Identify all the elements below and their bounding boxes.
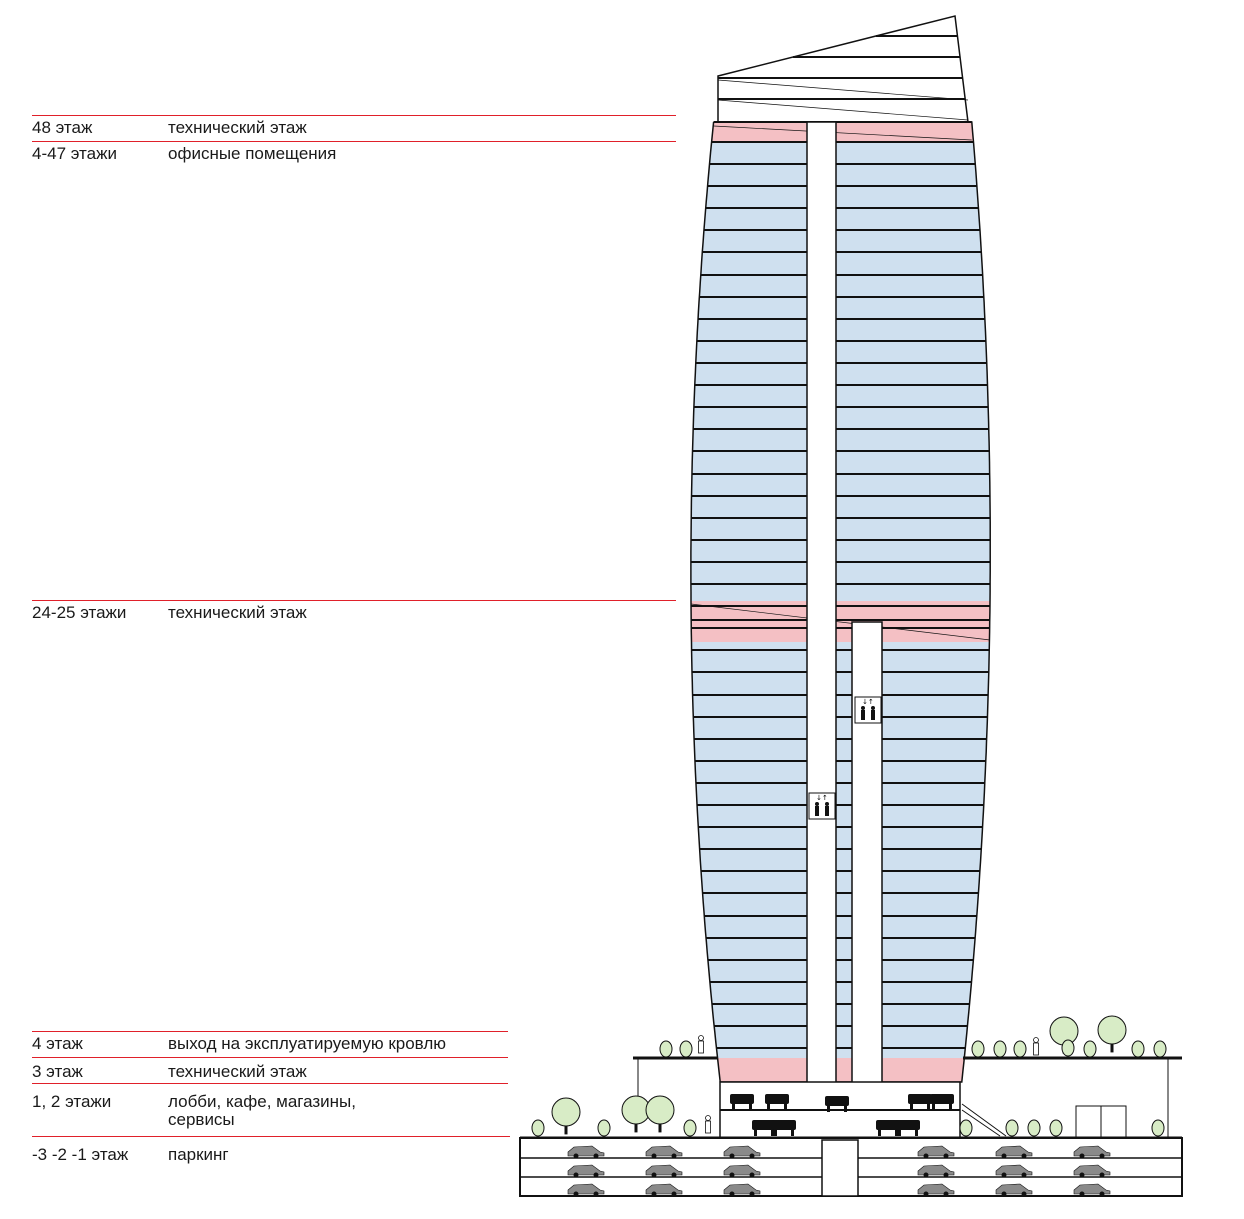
legend-purpose-parking: паркинг — [168, 1145, 229, 1164]
tree-crown-icon — [646, 1096, 674, 1124]
furniture-icon — [765, 1094, 789, 1104]
car-wheel-icon — [924, 1192, 929, 1197]
car-wheel-icon — [730, 1154, 735, 1159]
technical-floor-24-25 — [691, 601, 990, 642]
shrub-icon — [660, 1041, 672, 1057]
person-icon — [871, 706, 875, 710]
shrub-icon — [1084, 1041, 1096, 1057]
car-wheel-icon — [924, 1173, 929, 1178]
furniture-icon — [771, 1130, 774, 1136]
person-icon — [699, 1036, 704, 1054]
car-wheel-icon — [574, 1154, 579, 1159]
car-wheel-icon — [1022, 1192, 1027, 1197]
shrub-icon — [994, 1041, 1006, 1057]
shrub-icon — [684, 1120, 696, 1136]
elevator-shaft-main — [807, 122, 836, 1084]
ground-tree — [646, 1096, 674, 1132]
car-wheel-icon — [1022, 1154, 1027, 1159]
furniture-icon — [774, 1130, 777, 1136]
car-wheel-icon — [730, 1173, 735, 1178]
ground-tree — [552, 1098, 580, 1134]
tree-crown-icon — [1050, 1017, 1078, 1045]
legend-floors-3: 3 этаж — [32, 1062, 83, 1081]
furniture-icon — [910, 1104, 913, 1110]
person-body-icon — [1034, 1043, 1039, 1055]
car-wheel-icon — [672, 1192, 677, 1197]
elevator-cabin-main — [809, 793, 835, 819]
roof-tree — [1098, 1016, 1126, 1052]
legend-floors-24-25: 24-25 этажи — [32, 603, 127, 622]
furniture-icon — [878, 1130, 881, 1136]
person-body-icon — [699, 1041, 704, 1053]
car-wheel-icon — [730, 1192, 735, 1197]
person-icon — [815, 802, 819, 806]
shrub-icon — [972, 1041, 984, 1057]
car-wheel-icon — [1080, 1154, 1085, 1159]
car-wheel-icon — [1100, 1154, 1105, 1159]
furniture-icon — [949, 1104, 952, 1110]
furniture-icon — [791, 1130, 794, 1136]
shrub-icon — [598, 1120, 610, 1136]
person-icon — [815, 806, 819, 816]
legend-floors-48: 48 этаж — [32, 118, 93, 137]
shrub-icon — [1014, 1041, 1026, 1057]
legend-purpose-1-2-line1: лобби, кафе, магазины, — [168, 1092, 356, 1111]
furniture-icon — [915, 1130, 918, 1136]
car-wheel-icon — [574, 1173, 579, 1178]
car-wheel-icon — [944, 1192, 949, 1197]
furniture-icon — [932, 1104, 935, 1110]
furniture-icon — [754, 1130, 757, 1136]
furniture-icon — [827, 1106, 830, 1112]
car-wheel-icon — [594, 1192, 599, 1197]
person-icon — [825, 806, 829, 816]
car-wheel-icon — [1080, 1192, 1085, 1197]
furniture-icon — [749, 1104, 752, 1110]
person-head-icon — [1034, 1038, 1039, 1043]
furniture-icon — [767, 1104, 770, 1110]
car-wheel-icon — [652, 1154, 657, 1159]
tower-crown — [718, 16, 968, 122]
shrub-icon — [680, 1041, 692, 1057]
shrub-icon — [1152, 1120, 1164, 1136]
car-wheel-icon — [594, 1154, 599, 1159]
parking-elevator-core — [822, 1140, 858, 1196]
person-icon — [861, 710, 865, 720]
car-wheel-icon — [944, 1154, 949, 1159]
person-icon — [706, 1116, 711, 1134]
car-wheel-icon — [750, 1173, 755, 1178]
car-wheel-icon — [1100, 1192, 1105, 1197]
car-wheel-icon — [574, 1192, 579, 1197]
car-wheel-icon — [750, 1192, 755, 1197]
person-body-icon — [706, 1121, 711, 1133]
shrub-icon — [532, 1120, 544, 1136]
elevator-arrows-icon: ↓↑ — [816, 794, 828, 802]
shrub-icon — [1028, 1120, 1040, 1136]
car-wheel-icon — [1100, 1173, 1105, 1178]
furniture-icon — [772, 1120, 796, 1130]
legend-floors-1-2: 1, 2 этажи — [32, 1092, 112, 1111]
tree-crown-icon — [552, 1098, 580, 1126]
person-icon — [861, 706, 865, 710]
car-wheel-icon — [652, 1173, 657, 1178]
furniture-icon — [895, 1130, 898, 1136]
furniture-icon — [896, 1120, 920, 1130]
car-wheel-icon — [1080, 1173, 1085, 1178]
car-wheel-icon — [750, 1154, 755, 1159]
technical-floor-3 — [718, 1058, 965, 1082]
furniture-icon — [730, 1094, 754, 1104]
shrub-icon — [1154, 1041, 1166, 1057]
car-wheel-icon — [1002, 1173, 1007, 1178]
furniture-icon — [825, 1096, 849, 1106]
legend-purpose-3: технический этаж — [168, 1062, 307, 1081]
elevator-shaft-low — [852, 622, 882, 1084]
car-wheel-icon — [672, 1154, 677, 1159]
elevator-arrows-icon: ↓↑ — [862, 698, 874, 706]
person-icon — [825, 802, 829, 806]
shrub-icon — [960, 1120, 972, 1136]
technical-floor-48 — [712, 122, 974, 142]
car-wheel-icon — [1002, 1154, 1007, 1159]
car-wheel-icon — [672, 1173, 677, 1178]
legend-purpose-1-2-line2: сервисы — [168, 1110, 235, 1129]
shrub-icon — [1006, 1120, 1018, 1136]
shrub-icon — [1050, 1120, 1062, 1136]
furniture-icon — [908, 1094, 932, 1104]
car-wheel-icon — [594, 1173, 599, 1178]
legend-floors-4: 4 этаж — [32, 1034, 83, 1053]
legend-purpose-24-25: технический этаж — [168, 603, 307, 622]
car-wheel-icon — [1002, 1192, 1007, 1197]
shrub-icon — [1132, 1041, 1144, 1057]
person-head-icon — [706, 1116, 711, 1121]
car-wheel-icon — [924, 1154, 929, 1159]
tree-crown-icon — [1098, 1016, 1126, 1044]
elevator-cabin-low — [855, 697, 881, 723]
ground-tree — [622, 1096, 650, 1132]
legend-purpose-4-47: офисные помещения — [168, 144, 337, 163]
furniture-icon — [784, 1104, 787, 1110]
person-icon — [1034, 1038, 1039, 1056]
legend-floors-4-47: 4-47 этажи — [32, 144, 117, 163]
furniture-icon — [927, 1104, 930, 1110]
car-wheel-icon — [652, 1192, 657, 1197]
person-head-icon — [699, 1036, 704, 1041]
person-icon — [871, 710, 875, 720]
car-wheel-icon — [944, 1173, 949, 1178]
shrub-icon — [1062, 1040, 1074, 1056]
furniture-icon — [732, 1104, 735, 1110]
furniture-icon — [898, 1130, 901, 1136]
furniture-icon — [844, 1106, 847, 1112]
legend-purpose-4: выход на эксплуатируемую кровлю — [168, 1034, 446, 1053]
legend-purpose-48: технический этаж — [168, 118, 307, 137]
furniture-icon — [930, 1094, 954, 1104]
car-wheel-icon — [1022, 1173, 1027, 1178]
legend-floors-parking: -3 -2 -1 этаж — [32, 1145, 129, 1164]
